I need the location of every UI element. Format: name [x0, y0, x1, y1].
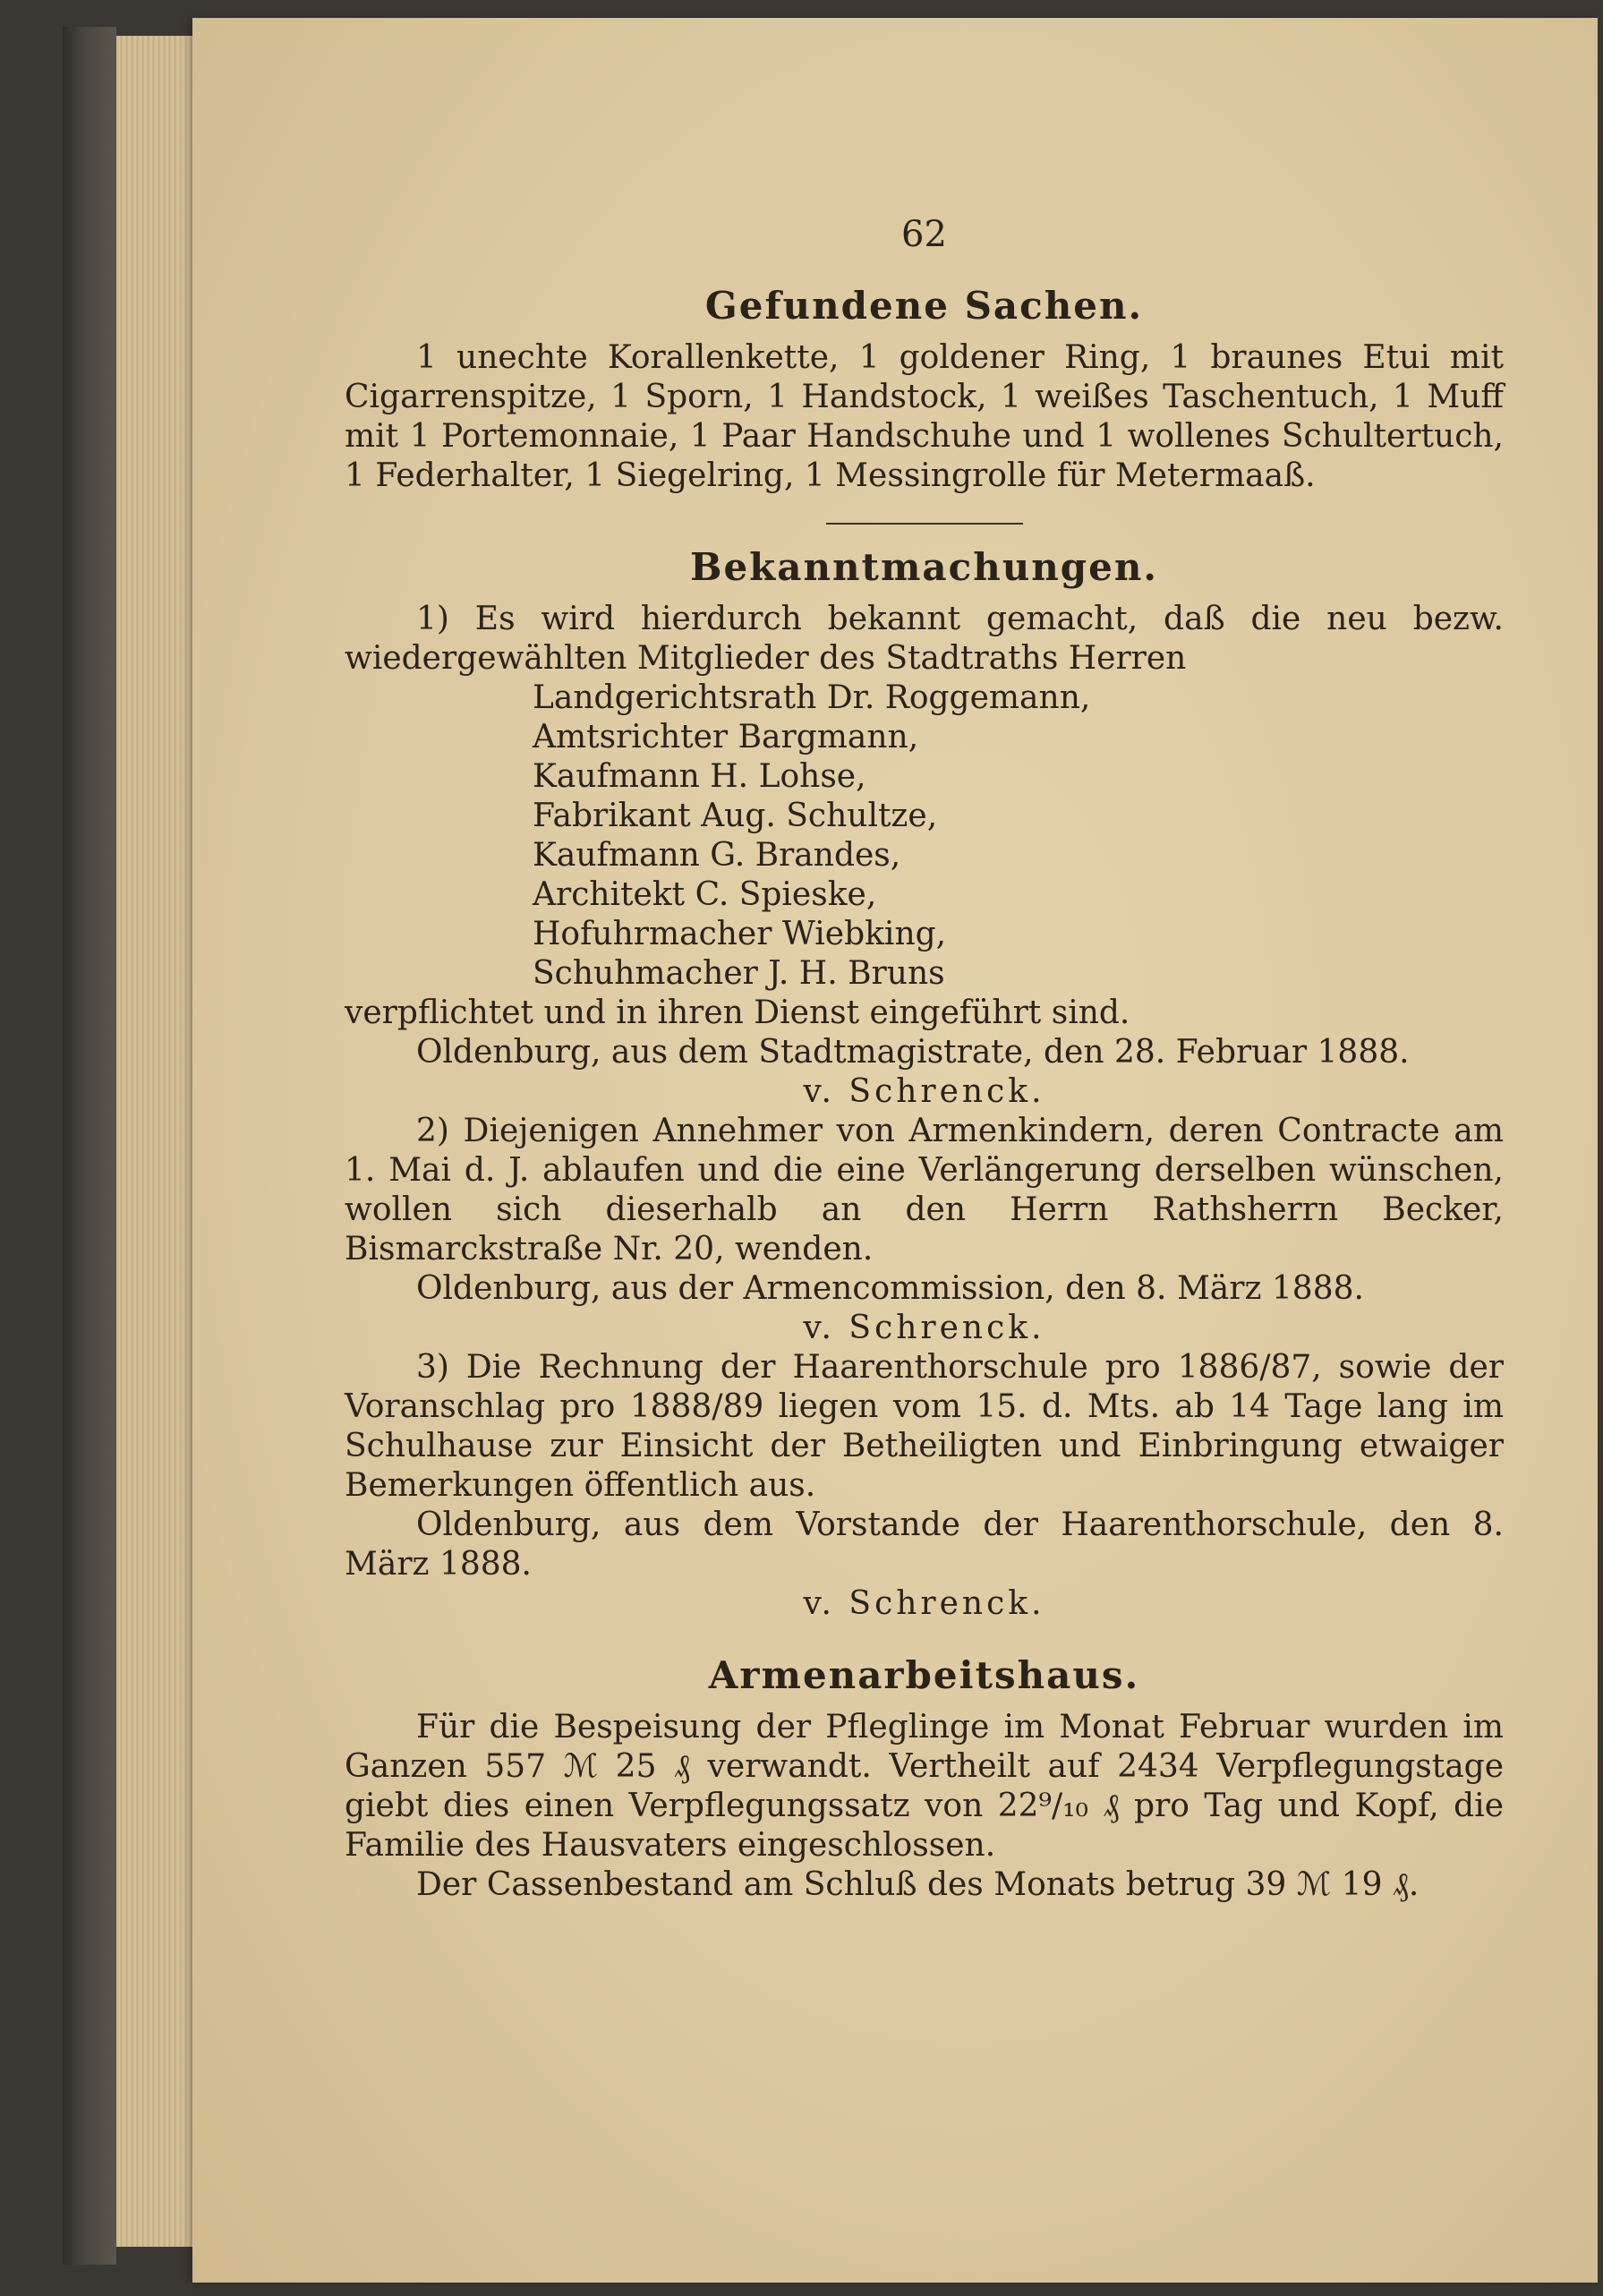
heading-workhouse: Armenarbeitshaus.: [708, 1653, 1140, 1697]
announcement-1-place-date: Oldenburg, aus dem Stadtmagistrate, den 28. Februar 1888.: [416, 1034, 1410, 1071]
council-member: Schuhmacher J. H. Bruns: [533, 955, 945, 992]
heading-found-items: Gefundene Sachen.: [704, 284, 1144, 328]
workhouse-text-1: Für die Bespeisung der Pfleglinge im Monat Februar wurden im Ganzen 557 ℳ 25 ₰ verwandt. Vertheilt auf 2434 Verpflegungstage giebt dies einen Verpflegungssatz von 22⁹/₁₀ ₰ pro Tag und Kopf, die Familie des Hausvaters eingeschlossen.: [345, 1709, 1504, 1864]
council-members-list: [533, 679, 1504, 994]
book-cover-edge: [63, 27, 116, 2265]
council-member: Landgerichtsrath Dr. Roggemann,: [533, 679, 1091, 716]
announcement-1-intro: 1) Es wird hierdurch bekannt gemacht, daß die neu bezw. wiedergewählten Mitglieder des Stadtraths Herren: [345, 601, 1504, 677]
announcement-3-text: 3) Die Rechnung der Haarenthorschule pro 1886/87, sowie der Voranschlag pro 1888/89 liegen vom 15. d. Mts. ab 14 Tage lang im Schulhause zur Einsicht der Betheiligten und Einbringung etwaiger Bemerkungen öffentlich aus.: [345, 1349, 1504, 1504]
section-gap: [345, 1624, 1504, 1649]
page-number: 62: [901, 214, 947, 255]
announcement-3-signature: v. Schrenck.: [803, 1585, 1045, 1622]
announcement-1-closing: verpflichtet und in ihren Dienst eingeführt sind.: [345, 994, 1130, 1031]
section-divider: [826, 523, 1023, 525]
announcement-1-signature: v. Schrenck.: [803, 1073, 1045, 1110]
council-member: Kaufmann G. Brandes,: [533, 837, 901, 874]
page-content: [345, 215, 1504, 1905]
council-member: Hofuhrmacher Wiebking,: [533, 916, 947, 952]
announcement-3-place-date: Oldenburg, aus dem Vorstande der Haarenthorschule, den 8. März 1888.: [345, 1506, 1504, 1583]
announcement-2-text: 2) Diejenigen Annehmer von Armenkindern, deren Contracte am 1. Mai d. J. ablaufen und die eine Verlängerung derselben wünschen, wollen sich dieserhalb an den Herrn Rathsherrn Becker, Bismarckstraße Nr. 20, wenden.: [345, 1113, 1504, 1267]
council-member: Kaufmann H. Lohse,: [533, 758, 866, 795]
council-member: Architekt C. Spieske,: [533, 876, 877, 913]
council-member: Fabrikant Aug. Schultze,: [533, 798, 938, 834]
heading-announcements: Bekanntmachungen.: [689, 545, 1159, 589]
council-member: Amtsrichter Bargmann,: [533, 719, 919, 755]
announcement-2-signature: v. Schrenck.: [803, 1310, 1045, 1346]
workhouse-text-2: Der Cassenbestand am Schluß des Monats betrug 39 ℳ 19 ₰.: [416, 1866, 1420, 1903]
announcement-2-place-date: Oldenburg, aus der Armencommission, den 8. März 1888.: [416, 1270, 1364, 1307]
found-items-text: 1 unechte Korallenkette, 1 goldener Ring, 1 braunes Etui mit Cigarrenspitze, 1 Sporn, 1 Handstock, 1 weißes Taschentuch, 1 Muff mit 1 Portemonnaie, 1 Paar Handschuhe und 1 wollenes Schultertuch, 1 Federhalter, 1 Siegelring, 1 Messingrolle für Metermaaß.: [345, 339, 1504, 494]
